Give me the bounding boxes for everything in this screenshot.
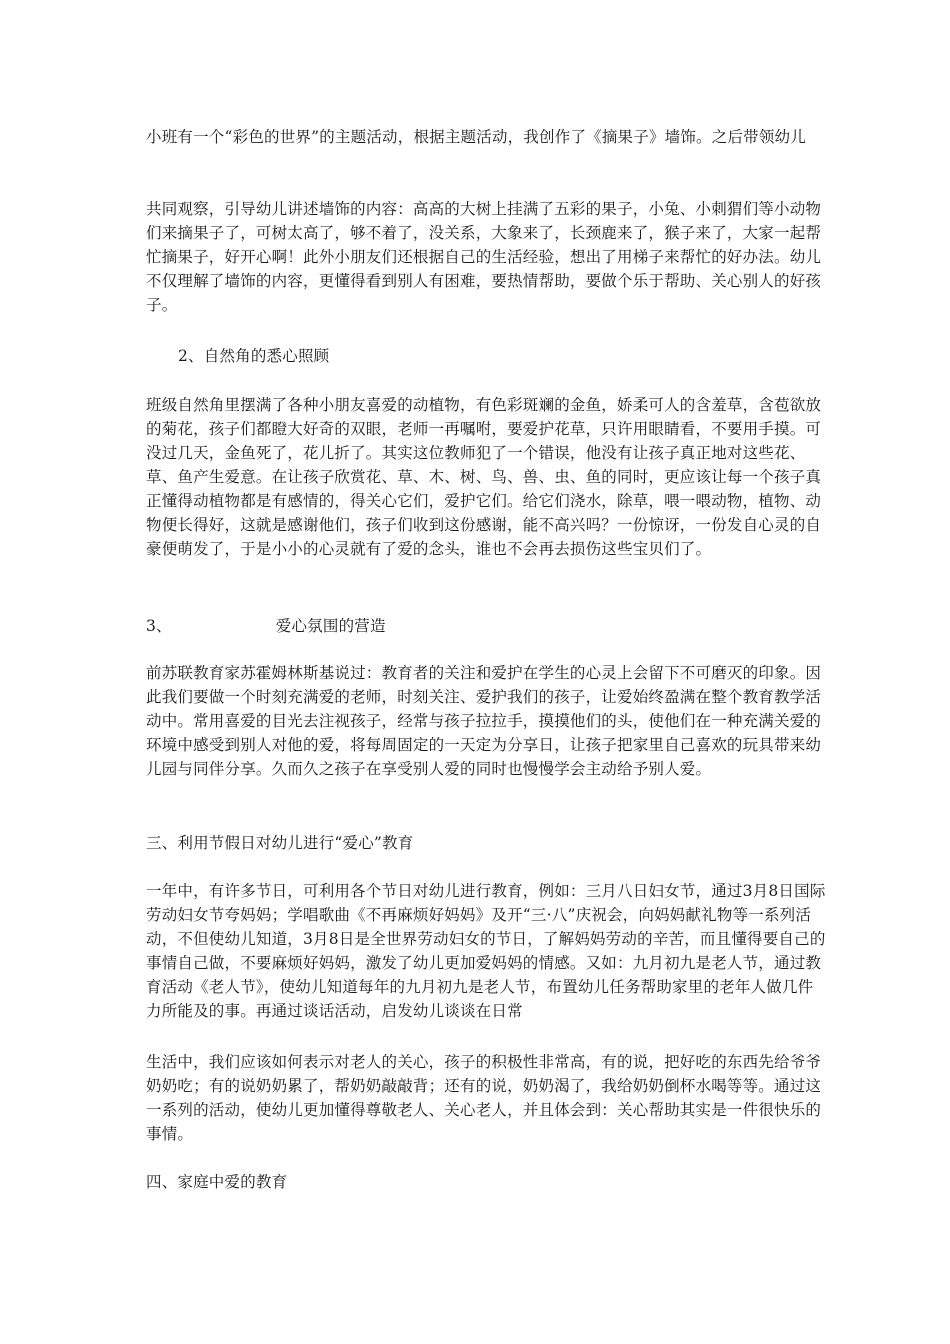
paragraph-nature-corner: 班级自然角里摆满了各种小朋友喜爱的动植物，有色彩斑斓的金鱼，娇柔可人的含羞草，含苞欲放的菊花，孩子们都瞪大好奇的双眼，老师一再嘱咐，要爱护花草，只许用眼睛看，不要用手摸。可没过几天，金鱼死了，花儿折了。其实这位教师犯了一个错误，他没有让孩子真正地对这些花、草、鱼产生爱意。在让孩子欣赏花、草、木、树、鸟、兽、虫、鱼的同时，更应该让每一个孩子真正懂得动植物都是有感情的，得关心它们，爱护它们。给它们浇水，除草，喂一喂动物，植物、动物便长得好，这就是感谢他们，孩子们收到这份感谢，能不高兴吗？一份惊讶，一份发自心灵的自豪便萌发了，于是小小的心灵就有了爱的念头，谁也不会再去损伤这些宝贝们了。 (146, 396, 822, 558)
heading-family-education: 四、家庭中爱的教育 (146, 1173, 288, 1191)
heading-holiday-education: 三、利用节假日对幼儿进行“爱心”教育 (146, 834, 414, 852)
paragraph-caring-atmosphere: 前苏联教育家苏霍姆林斯基说过：教育者的关注和爱护在学生的心灵上会留下不可磨灭的印象。因此我们要做一个时刻充满爱的老师，时刻关注、爱护我们的孩子，让爱始终盈满在整个教育教学活动中。常用喜爱的目光去注视孩子，经常与孩子拉拉手，摸摸他们的头，使他们在一种充满关爱的环境中感受到别人对他的爱，将每周固定的一天定为分享日，让孩子把家里自己喜欢的玩具带来幼儿园与同伴分享。久而久之孩子在享受别人爱的同时也慢慢学会主动给予别人爱。 (146, 664, 822, 778)
heading-caring-atmosphere (146, 614, 826, 638)
heading-number: 3、 (146, 617, 172, 635)
heading-title: 爱心氛围的营造 (275, 617, 386, 635)
paragraph-holiday-education: 一年中，有许多节日，可利用各个节日对幼儿进行教育，例如：三月八日妇女节，通过3月8日国际劳动妇女节夸妈妈；学唱歌曲《不再麻烦好妈妈》及开“三·八”庆祝会，向妈妈献礼物等一系列活动，不但使幼儿知道，3月8日是全世界劳动妇女的节日，了解妈妈劳动的辛苦，而且懂得要自己的事情自己做，不要麻烦好妈妈，激发了幼儿更加爱妈妈的情感。又如：九月初九是老人节，通过教育活动《老人节》，使幼儿知道每年的九月初九是老人节，布置幼儿任务帮助家里的老年人做几件力所能及的事。再通过谈话活动，启发幼儿谈谈在日常 (146, 882, 826, 1020)
paragraph-wall-decoration-intro: 小班有一个“彩色的世界”的主题活动，根据主题活动，我创作了《摘果子》墙饰。之后带领幼儿 (146, 128, 806, 146)
paragraph-elder-care: 生活中，我们应该如何表示对老人的关心，孩子的积极性非常高，有的说，把好吃的东西先给爷爷奶奶吃；有的说奶奶累了，帮奶奶敲敲背；还有的说，奶奶渴了，我给奶奶倒杯水喝等等。通过这一系列的活动，使幼儿更加懂得尊敬老人、关心老人，并且体会到：关心帮助其实是一件很快乐的事情。 (146, 1053, 822, 1143)
heading-nature-corner: 2、自然角的悉心照顾 (178, 347, 330, 365)
paragraph-wall-decoration-observation: 共同观察，引导幼儿讲述墙饰的内容：高高的大树上挂满了五彩的果子，小兔、小刺猬们等小动物们来摘果子了，可树太高了，够不着了，没关系，大象来了，长颈鹿来了，猴子来了，大家一起帮忙摘果子，好开心啊！此外小朋友们还根据自己的生活经验，想出了用梯子来帮忙的好办法。幼儿不仅理解了墙饰的内容，更懂得看到别人有困难，要热情帮助，要做个乐于帮助、关心别人的好孩子。 (146, 200, 822, 314)
